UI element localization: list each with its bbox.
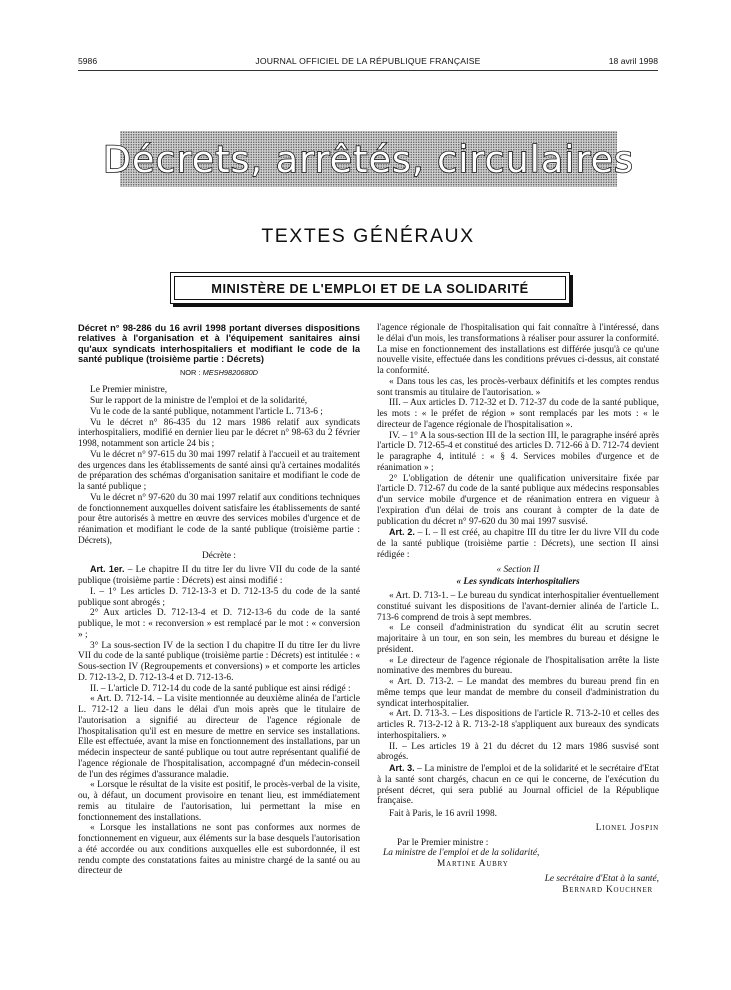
paragraph [78,694,360,780]
paragraph [377,763,659,807]
nor-reference [78,368,360,379]
date-line: Fait à Paris, le 16 avril 1998. [389,809,497,819]
paragraph [377,431,659,474]
ministry-title: MINISTÈRE DE L'EMPLOI ET DE LA SOLIDARITÉ [174,276,566,300]
nor-label: NOR : [179,367,201,377]
banner-text: Décrets, arrêtés, circulaires [102,137,635,181]
paragraph-text: « Art. D. 713-3. – Les dispositions de l'article R. 713-2-10 et celles des articles R. 713-2-12 à R. 713-2-18 s'appliquent aux bureaux des syndicats interhospitaliers. » [377,709,659,741]
article-label: Art. 1er. [90,564,125,575]
paragraph: Vu le décret n° 97-620 du 30 mai 1997 relatif aux conditions techniques de fonctionnement auxquelles doivent satisfaire les établissements de santé pour être autorisés à mettre en œuvre des services mobiles d'urgence et de réanimation et modifiant le code de la santé publique (troisième partie : Décrets), [78,492,360,546]
minister-signature: Martine Aubry [437,859,509,869]
paragraph-text: – La ministre de l'emploi et de la solidarité et le secrétaire d'Etat à la santé sont chargés, chacun en ce qui le concerne, de l'exécution du présent décret, qui sera publié au Journal officiel de la République française. [377,764,659,807]
paragraph [377,677,659,709]
paragraph-text: l'agence régionale de l'hospitalisation qui fait connaître à l'intéressé, dans le délai d'un mois, les transformations à réaliser pour assurer la conformité. La mise en fonctionnement des installations est différée jusqu'à ce qu'une nouvelle visite, effectuée dans les conditions prévues ci-dessus, ait constaté la conformité. [377,323,659,376]
paragraph-text: I. – 1° Les articles D. 712-13-3 et D. 712-13-5 du code de la santé publique sont abrogés ; [78,586,360,608]
section-title: TEXTES GÉNÉRAUX [261,225,475,247]
paragraph [78,608,360,640]
paragraph [78,823,360,877]
paragraph-text: « Le directeur de l'agence régionale de l'hospitalisation arrête la liste nominative des membres du bureau. [377,655,659,677]
article-label: Art. 2. [389,527,415,538]
paragraph [377,623,659,655]
paragraph: Sur le rapport de la ministre de l'emploi et de la solidarité, [90,396,308,407]
issue-date: 18 avril 1998 [608,56,658,66]
paragraph-text: – I. – Il est créé, au chapitre III du titre Ier du livre VII du code de la santé publique (troisième partie : Décrets), une section II ainsi rédigée : [377,528,659,560]
paragraph [377,742,659,764]
paragraph [78,684,360,695]
paragraph [377,398,659,430]
paragraph [377,377,659,399]
paragraph [377,474,659,528]
paragraph [377,656,659,678]
paragraph-text: 3° La sous-section IV de la section I du chapitre II du titre Ier du livre VII du code de la santé publique (troisième partie : Décrets) est intitulée : « Sous-section IV (Regroupements et conversions) » et comporte les articles D. 712-13-2, D. 712-13-4 et D. 712-13-6. [78,640,360,683]
paragraph-text: « Art. D. 713-1. – Le bureau du syndicat interhospitalier éventuellement constitué suivant les dispositions de l'avant-dernier alinéa de l'article L. 713-6 comprend de trois à sept membres. [377,591,659,623]
paragraph [377,591,659,623]
secretary-role: Le secrétaire d'Etat à la santé, [544,873,659,884]
paragraph-text: II. – Les articles 19 à 21 du décret du 12 mars 1986 susvisé sont abrogés. [377,741,659,763]
right-body-2 [377,591,659,807]
left-column [78,323,360,978]
pm-signature: Lionel Jospin [595,822,659,833]
paragraph [78,641,360,684]
header-rule [78,70,658,71]
paragraph: Vu le code de la santé publique, notamment l'article L. 713-6 ; [90,406,323,417]
preamble [78,385,360,546]
paragraph-text: 2° L'obligation de détenir une qualification universitaire fixée par l'article D. 712-67 du code de la santé publique aux médecins responsables d'un service mobile d'urgence et de réanimation entrera en vigueur à l'expiration d'un délai de trois ans courant à compter de la date de publication du décret n° 97-620 du 30 mai 1997 susvisé. [377,473,659,527]
paragraph: Vu le décret n° 86-435 du 12 mars 1986 relatif aux syndicats interhospitaliers, modifié en dernier lieu par le décret n° 98-63 du 2 février 1998, notamment son article 24 bis ; [78,417,360,450]
right-column [377,323,659,978]
paragraph [377,323,659,377]
par-premier-ministre: Par le Premier ministre : [397,837,489,848]
right-body [377,323,659,561]
paragraph [377,709,659,741]
paragraph [78,564,360,587]
paragraph [78,587,360,609]
section-subheading: « Les syndicats interhospitaliers [456,577,580,588]
paragraph-text: III. – Aux articles D. 712-32 et D. 712-37 du code de la santé publique, les mots : « le préfet de région » sont remplacés par les mots : « le directeur de l'agence régionale de l'hospitalisation ». [377,398,659,430]
paragraph-text: – Le chapitre II du titre Ier du livre VII du code de la santé publique (troisième partie : Décrets) est ainsi modifié : [78,565,360,587]
paragraph [78,780,360,823]
section-heading: « Section II [496,564,540,575]
ministry-box [170,272,570,304]
paragraph: Vu le décret n° 97-615 du 30 mai 1997 relatif à l'accueil et au traitement des urgences dans les établissements de santé ainsi qu'à certaines modalités de préparation des schémas d'organisation sanitaire et modifiant le code de la santé publique ; [78,449,360,493]
nor-code: MESH9820680D [202,367,259,377]
paragraph-text: « Art. D. 712-14. – La visite mentionnée au deuxième alinéa de l'article L. 712-12 a lieu dans le délai d'un mois après que le titulaire de l'autorisation a signifié au directeur de l'agence régionale de l'hospitalisation qu'il est en mesure de mettre en service ses installations. Elle est effectuée, avant la mise en fonctionnement des installations, par un médecin inspecteur de santé publique ou tout autre représentant qualifié de l'agence régionale de l'hospitalisation, accompagné d'un médecin-conseil de l'un des régimes d'assurance maladie. [78,694,360,780]
paragraph-text: « Art. D. 713-2. – Le mandat des membres du bureau prend fin en même temps que leur mandat de membre du conseil d'administration du syndicat interhospitalier. [377,677,659,709]
article-label: Art. 3. [389,763,415,773]
decrete: Décrète : [202,550,236,561]
paragraph-text: « Lorsque le résultat de la visite est positif, le procès-verbal de la visite, ou, à défaut, un document provisoire en tenant lieu, est immédiatement remis au titulaire de l'autorisation, lui permettant la mise en fonctionnement des installations. [78,780,360,823]
page-number: 5986 [78,56,98,66]
paragraph: Le Premier ministre, [90,385,168,396]
paragraph-text: II. – L'article D. 712-14 du code de la santé publique est ainsi rédigé : [90,683,351,694]
paragraph-text: 2° Aux articles D. 712-13-4 et D. 712-13-6 du code de la santé publique, le mot : « reconversion » est remplacé par le mot : « conversion » ; [78,608,360,640]
secretary-signature: Bernard Kouchner [562,884,653,895]
paragraph-text: IV. – 1° A la sous-section III de la section III, le paragraphe inséré après l'article D. 712-65-4 et constitué des articles D. 712-66 à D. 712-74 devient le paragraphe 4, intitulé : « § 4. Services mobiles d'urgence et de réanimation » ; [377,430,659,473]
paragraph [377,527,659,560]
running-header [78,56,658,70]
decree-title: Décret n° 98-286 du 16 avril 1998 portant diverses dispositions relatives à l'organisation et à l'équipement sanitaires ainsi qu'aux syndicats interhospitaliers et modifiant le code de la santé publique (troisième partie : Décrets) [78,323,360,365]
paragraph-text: « Le conseil d'administration du syndicat élit au scrutin secret majoritaire à un tour, en son sein, les membres du bureau et désigne le président. [377,623,659,655]
decrets-banner [102,131,635,187]
left-body [78,564,360,877]
paragraph-text: « Dans tous les cas, les procès-verbaux définitifs et les comptes rendus sont transmis au titulaire de l'autorisation. » [377,376,659,398]
paragraph-text: « Lorsque les installations ne sont pas conformes aux normes de fonctionnement en vigueur, aux éléments sur la base desquels l'autorisation a été accordée ou aux conditions auxquelles elle est subordonnée, il est rendu compte des constatations faites au ministre chargé de la santé ou au directeur de [78,823,360,877]
journal-title: JOURNAL OFFICIEL DE LA RÉPUBLIQUE FRANÇAISE [255,56,481,66]
minister-role: La ministre de l'emploi et de la solidarité, [383,848,540,859]
